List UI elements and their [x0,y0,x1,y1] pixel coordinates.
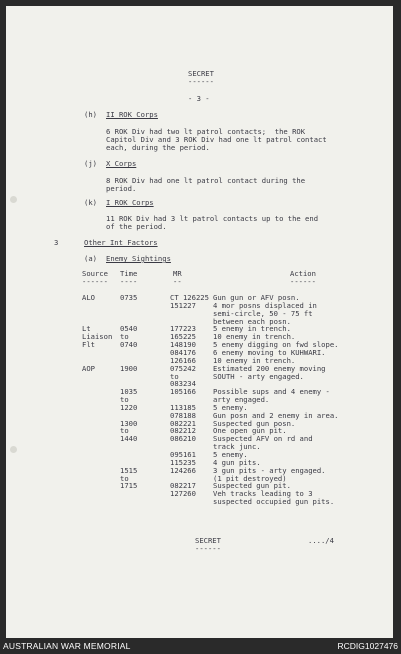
continuation-marker: ..../4 [308,536,334,545]
section-label: (h) [84,110,97,119]
section-text: 6 ROK Div had two lt patrol contacts; the ROK [106,127,306,136]
cell-src: Lt [82,324,91,334]
col-action: Action [290,269,316,278]
cell-time: 1220 [120,402,138,412]
cell-time: 1900 [120,363,138,373]
section-text: 8 ROK Div had one lt patrol contact during the [106,176,306,185]
section-title: II ROK Corps [106,110,158,119]
part-number: 3 [54,238,59,247]
section-text: Capitol Div and 3 ROK Div had one lt patrol contact [106,135,327,144]
section-title: I ROK Corps [106,198,154,207]
cell-mr: 075242 [170,363,196,373]
punch-hole [10,196,17,203]
cell-action: 6 enemy moving to KUHWARI. [213,347,326,357]
subsection-title: Enemy Sightings [106,254,171,263]
cell-action: 10 enemy in trench. [213,355,296,365]
cell-src: AOP [82,363,95,373]
cell-mr: 151227 [170,300,196,310]
cell-action: One open gun pit. [213,426,287,436]
cell-action: Possible sups and 4 enemy - [213,387,330,397]
cell-action: 5 enemy. [213,450,248,459]
cell-mr: 078188 [170,410,196,420]
section-text: each, during the period. [106,143,210,152]
cell-mr: to [170,371,179,381]
cell-mr: 126166 [170,355,196,365]
section-text: period. [106,184,137,193]
col-time: Time [120,269,138,278]
cell-mr: 127260 [170,489,196,499]
cell-mr: 083234 [170,379,196,389]
cell-mr: 113185 [170,402,196,412]
cell-action: Veh tracks leading to 3 [213,489,313,499]
section-text: of the period. [106,222,167,231]
col-mr: MR [173,269,182,278]
cell-action: 3 gun pits - arty engaged. [213,465,326,475]
col-source: Source [82,269,108,278]
cell-mr: 165225 [170,332,196,342]
cell-action: SOUTH - arty engaged. [213,371,304,381]
archive-footer [0,638,401,654]
col-underline: ------ [290,277,316,286]
cell-mr: 082212 [170,426,196,436]
cell-mr: 124266 [170,465,196,475]
cell-mr: 082221 [170,418,196,428]
classification-top: SECRET [188,69,214,78]
cell-src: Liaison [82,332,113,342]
classification-bottom-underline: ------ [195,544,221,553]
cell-action: 4 gun pits. [213,457,261,467]
cell-action: Suspected AFV on rd and [213,434,313,444]
cell-time: to [120,332,129,342]
cell-time: to [120,426,129,436]
cell-time: 0735 [120,293,138,302]
cell-time: to [120,395,129,405]
cell-time: to [120,473,129,483]
cell-action: between each posn. [213,316,291,326]
cell-mr: 148190 [170,340,196,350]
cell-action: arty engaged. [213,395,270,405]
col-underline: ------ [82,277,108,286]
cell-action: 4 mor posns displaced in [213,300,317,310]
classification-top-underline: ------ [188,77,214,86]
cell-action: Gun posn and 2 enemy in area. [213,410,339,420]
punch-hole [10,446,17,453]
section-title: X Corps [106,159,137,168]
part-title: Other Int Factors [84,238,158,247]
cell-action: 5 enemy digging on fwd slope. [213,340,339,350]
cell-time: 1715 [120,481,138,491]
classification-bottom: SECRET [195,536,221,545]
subsection-label: (a) [84,254,97,263]
cell-time: 0540 [120,324,138,334]
cell-action: 10 enemy in trench. [213,332,296,342]
cell-mr: 086210 [170,434,196,444]
cell-time: 1440 [120,434,138,444]
cell-mr: 115235 [170,457,196,467]
page-number: - 3 - [188,94,210,103]
cell-time: 1300 [120,418,138,428]
section-label: (k) [84,198,97,207]
archive-id: RCDIG1027476 [337,641,398,651]
cell-mr: CT 126225 [170,293,209,302]
col-underline: -- [173,277,182,286]
cell-action: track junc. [213,442,261,452]
cell-mr: 084176 [170,347,196,357]
col-underline: ---- [120,277,138,286]
archive-name: AUSTRALIAN WAR MEMORIAL [3,641,131,651]
cell-time: 1035 [120,387,138,397]
cell-time: 1515 [120,465,138,475]
cell-action: 5 enemy. [213,402,248,412]
cell-action: suspected occupied gun pits. [213,497,335,507]
section-text: 11 ROK Div had 3 lt patrol contacts up to the end [106,214,319,223]
cell-time: 0740 [120,340,138,350]
cell-action: Estimated 200 enemy moving [213,363,326,373]
cell-action: 5 enemy in trench. [213,324,291,334]
cell-mr: 105166 [170,387,196,397]
cell-src: ALO [82,293,95,302]
cell-action: Gun gun or AFV posn. [213,293,300,302]
cell-action: semi-circle, 50 - 75 ft [213,308,313,318]
cell-action: (1 pit destroyed) [213,473,287,483]
cell-src: Flt [82,340,95,350]
cell-mr: 082217 [170,481,196,491]
cell-mr: 095161 [170,450,196,459]
section-label: (j) [84,159,97,168]
cell-action: Suspected gun posn. [213,418,296,428]
cell-mr: 177223 [170,324,196,334]
cell-action: Suspected gun pit. [213,481,291,491]
